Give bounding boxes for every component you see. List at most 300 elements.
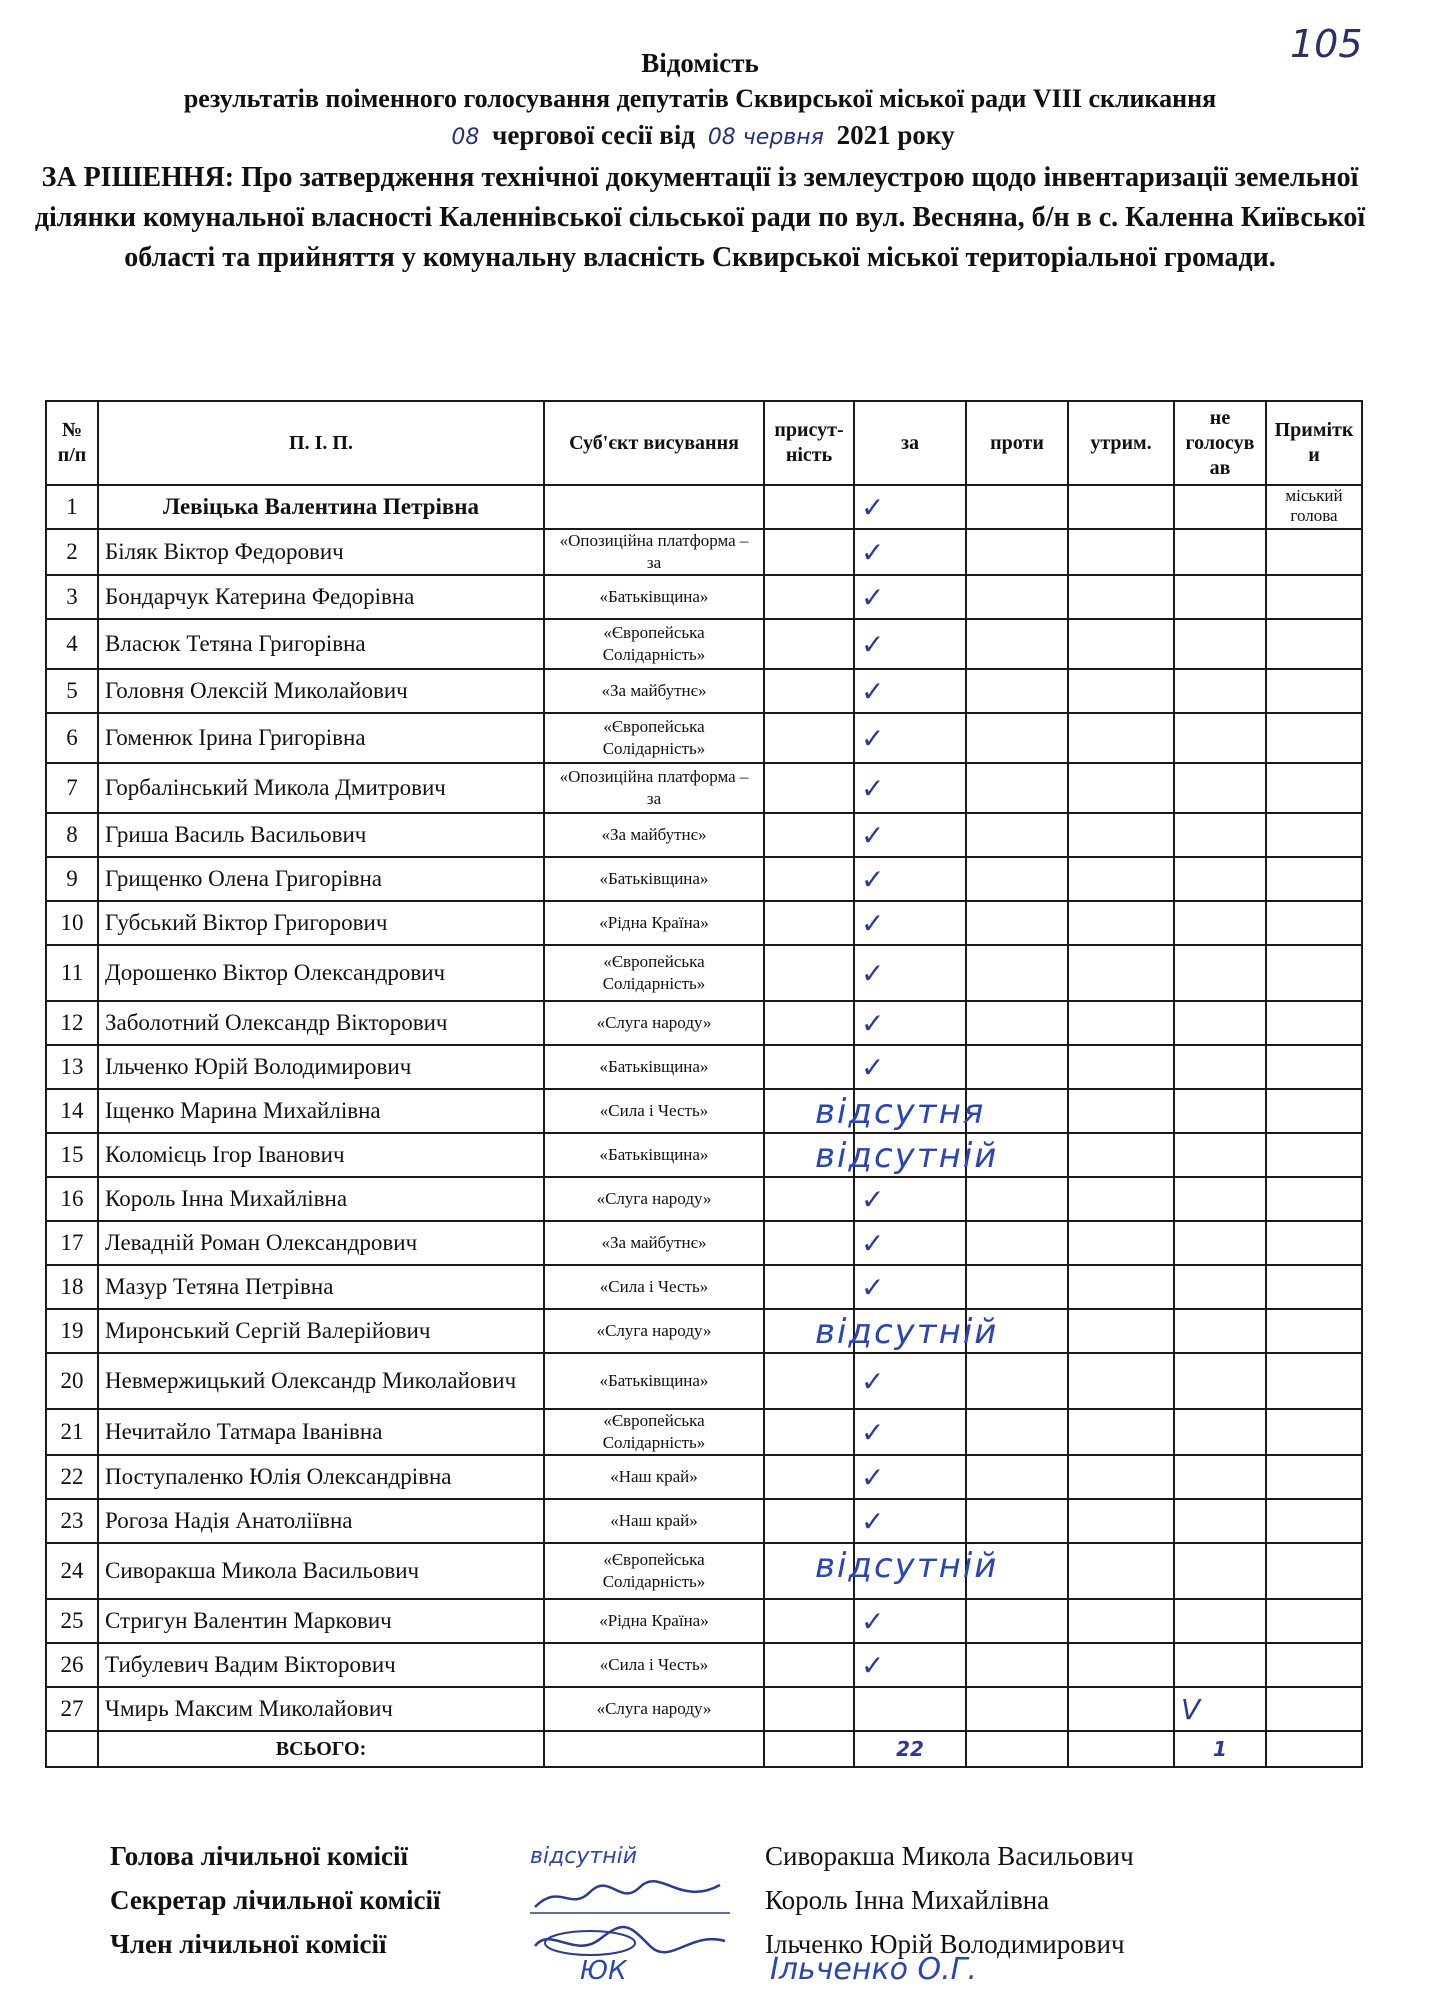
row-name: Сиворакша Микола Васильович [98, 1543, 544, 1599]
row-for: ✓ [854, 1499, 966, 1543]
chair-role: Голова лічильної комісії [110, 1840, 408, 1871]
row-not-voted [1174, 713, 1266, 763]
member-role: Член лічильної комісії [110, 1928, 387, 1959]
row-abstain [1068, 1599, 1174, 1643]
row-against [966, 1599, 1068, 1643]
row-not-voted [1174, 1643, 1266, 1687]
row-name: Левадній Роман Олександрович [98, 1221, 544, 1265]
row-number: 26 [46, 1643, 98, 1687]
row-against [966, 713, 1068, 763]
row-abstain [1068, 1045, 1174, 1089]
total-party-cell [544, 1731, 764, 1767]
row-not-voted [1174, 945, 1266, 1001]
table-header-row [46, 401, 1362, 485]
row-abstain [1068, 619, 1174, 669]
row-against [966, 1643, 1068, 1687]
total-present-cell [764, 1731, 854, 1767]
row-present [764, 813, 854, 857]
row-party: «Рідна Країна» [544, 901, 764, 945]
row-name: Гриша Василь Васильович [98, 813, 544, 857]
row-for [815, 1089, 986, 1133]
row-abstain [1068, 1409, 1174, 1455]
row-present [764, 485, 854, 529]
row-party: «Опозиційна платформа – за [544, 529, 764, 575]
row-not-voted [1174, 669, 1266, 713]
row-name: Заболотний Олександр Вікторович [98, 1001, 544, 1045]
row-against [966, 1265, 1068, 1309]
row-note [1266, 713, 1362, 763]
row-party: «Слуга народу» [544, 1687, 764, 1731]
row-note [1266, 857, 1362, 901]
row-present [764, 1599, 854, 1643]
row-present [764, 1221, 854, 1265]
row-note [1266, 1089, 1362, 1133]
row-not-voted [1174, 1133, 1266, 1177]
row-note [1266, 1221, 1362, 1265]
row-abstain [1068, 1133, 1174, 1177]
row-against [966, 1177, 1068, 1221]
row-not-voted [1174, 1409, 1266, 1455]
row-against [966, 485, 1068, 529]
row-not-voted [1174, 1499, 1266, 1543]
absent-mark: відсутній [815, 1546, 999, 1586]
row-name: Стригун Валентин Маркович [98, 1599, 544, 1643]
row-number: 6 [46, 713, 98, 763]
row-name: Власюк Тетяна Григорівна [98, 619, 544, 669]
row-against [966, 619, 1068, 669]
row-abstain [1068, 1687, 1174, 1731]
row-note [1266, 945, 1362, 1001]
row-note [1266, 1001, 1362, 1045]
row-number: 25 [46, 1599, 98, 1643]
row-against [966, 857, 1068, 901]
row-for [815, 1543, 999, 1599]
row-present [764, 669, 854, 713]
row-not-voted [1174, 1177, 1266, 1221]
total-abstain-cell [1068, 1731, 1174, 1767]
table-row [46, 1221, 1362, 1265]
row-for: ✓ [854, 1599, 966, 1643]
row-party: «Сила і Честь» [544, 1089, 764, 1133]
header-against: проти [966, 401, 1068, 485]
row-present [764, 1265, 854, 1309]
row-abstain [1068, 1089, 1174, 1133]
row-not-voted [1174, 857, 1266, 901]
table-row [46, 1499, 1362, 1543]
row-name: Горбалінський Микола Дмитрович [98, 763, 544, 813]
row-abstain [1068, 1543, 1174, 1599]
row-for: ✓ [854, 1455, 966, 1499]
row-for: ✓ [854, 669, 966, 713]
row-number: 18 [46, 1265, 98, 1309]
total-label: ВСЬОГО: [98, 1731, 544, 1767]
row-not-voted [1174, 813, 1266, 857]
row-for: ✓ [854, 857, 966, 901]
row-note [1266, 1499, 1362, 1543]
row-number: 19 [46, 1309, 98, 1353]
row-for: ✓ [854, 1001, 966, 1045]
row-for: ✓ [854, 485, 966, 529]
row-party: «Наш край» [544, 1499, 764, 1543]
member-signature [530, 1921, 765, 1967]
row-name: Іщенко Марина Михайлівна [98, 1089, 544, 1133]
header-for: за [854, 401, 966, 485]
row-number: 22 [46, 1455, 98, 1499]
row-party: «Європейська Солідарність» [544, 945, 764, 1001]
row-not-voted [1174, 619, 1266, 669]
row-abstain [1068, 485, 1174, 529]
row-number: 2 [46, 529, 98, 575]
row-note [1266, 669, 1362, 713]
table-row [46, 575, 1362, 619]
row-for: ✓ [854, 1265, 966, 1309]
row-for [815, 1133, 999, 1177]
table-row [46, 1177, 1362, 1221]
row-present [764, 1045, 854, 1089]
chair-signature: відсутній [530, 1843, 638, 1869]
row-not-voted [1174, 901, 1266, 945]
table-row [46, 529, 1362, 575]
row-note [1266, 1045, 1362, 1089]
row-abstain [1068, 1499, 1174, 1543]
row-party: «Європейська Солідарність» [544, 619, 764, 669]
secretary-name: Король Інна Михайлівна [765, 1884, 1050, 1915]
row-number: 20 [46, 1353, 98, 1409]
row-note [1266, 1687, 1362, 1731]
row-note [1266, 1543, 1362, 1599]
table-row [46, 619, 1362, 669]
row-number: 8 [46, 813, 98, 857]
secretary-signature [530, 1877, 765, 1923]
row-abstain [1068, 813, 1174, 857]
header-note: Примітк и [1266, 401, 1362, 485]
row-name: Гоменюк Ірина Григорівна [98, 713, 544, 763]
row-number: 5 [46, 669, 98, 713]
secretary-role: Секретар лічильної комісії [110, 1884, 441, 1915]
row-party: «За майбутнє» [544, 669, 764, 713]
row-note: міський голова [1266, 485, 1362, 529]
row-for: ✓ [854, 713, 966, 763]
table-row [46, 763, 1362, 813]
total-note-cell [1266, 1731, 1362, 1767]
decision-title: ЗА РІШЕННЯ: Про затвердження технічної документації із землеустрою щодо інвентаризації земельної ділянки комунальної власності Каленнівської сільської ради по вул. Весняна, б/н в с. Каленна Київської області та прийняття у комунальну власність Сквирської міської територіальної громади. [34, 162, 1366, 273]
row-against [966, 1687, 1068, 1731]
row-note [1266, 763, 1362, 813]
row-for [815, 1309, 999, 1353]
row-for: ✓ [854, 813, 966, 857]
row-name: Грищенко Олена Григорівна [98, 857, 544, 901]
row-for: ✓ [854, 1353, 966, 1409]
row-not-voted [1174, 1543, 1266, 1599]
row-number: 21 [46, 1409, 98, 1455]
row-for: ✓ [854, 575, 966, 619]
row-name: Чмирь Максим Миколайович [98, 1687, 544, 1731]
row-party: «Слуга народу» [544, 1309, 764, 1353]
row-against [966, 1499, 1068, 1543]
row-party: «Сила і Честь» [544, 1643, 764, 1687]
member-name: Ільченко Юрій Володимирович [765, 1928, 1125, 1959]
row-number: 10 [46, 901, 98, 945]
row-abstain [1068, 1177, 1174, 1221]
table-row [46, 1309, 1362, 1353]
row-number: 9 [46, 857, 98, 901]
row-number: 7 [46, 763, 98, 813]
row-not-voted [1174, 1001, 1266, 1045]
row-party: «Наш край» [544, 1455, 764, 1499]
row-against [966, 763, 1068, 813]
row-for: ✓ [854, 901, 966, 945]
row-against [966, 1221, 1068, 1265]
row-not-voted [1174, 1265, 1266, 1309]
row-party: «Слуга народу» [544, 1177, 764, 1221]
row-against [966, 575, 1068, 619]
header-not-voted: не голосув ав [1174, 401, 1266, 485]
document-subtitle: результатів поіменного голосування депутатів Сквирської міської ради VIII скликання [183, 84, 1217, 113]
row-party: «Рідна Країна» [544, 1599, 764, 1643]
row-not-voted [1174, 1309, 1266, 1353]
row-party: «Європейська Солідарність» [544, 1543, 764, 1599]
row-abstain [1068, 529, 1174, 575]
table-row [46, 1045, 1362, 1089]
absent-mark: відсутній [815, 1136, 999, 1176]
absent-mark: відсутня [815, 1092, 986, 1132]
row-name: Біляк Віктор Федорович [98, 529, 544, 575]
row-name: Тибулевич Вадим Вікторович [98, 1643, 544, 1687]
row-not-voted [1174, 1353, 1266, 1409]
document-title: Відомість [641, 48, 759, 78]
row-present [764, 529, 854, 575]
row-for: ✓ [854, 619, 966, 669]
row-for: ✓ [854, 763, 966, 813]
row-party: «Батьківщина» [544, 1353, 764, 1409]
row-note [1266, 1177, 1362, 1221]
row-abstain [1068, 1643, 1174, 1687]
row-abstain [1068, 1221, 1174, 1265]
row-party: «Батьківщина» [544, 857, 764, 901]
row-number: 14 [46, 1089, 98, 1133]
row-party: «Сила і Честь» [544, 1265, 764, 1309]
row-for: ✓ [854, 1177, 966, 1221]
row-present [764, 1409, 854, 1455]
row-abstain [1068, 669, 1174, 713]
session-line [30, 117, 1370, 156]
row-present [764, 619, 854, 669]
row-abstain [1068, 857, 1174, 901]
row-number: 4 [46, 619, 98, 669]
chair-name: Сиворакша Микола Васильович [765, 1840, 1134, 1871]
row-party: «Європейська Солідарність» [544, 1409, 764, 1455]
commission-secretary-row [110, 1878, 1290, 1922]
row-note [1266, 1309, 1362, 1353]
absent-mark: відсутній [815, 1312, 999, 1352]
row-for: ✓ [854, 1643, 966, 1687]
header-party: Суб'єкт висування [544, 401, 764, 485]
total-not-voted: 1 [1174, 1731, 1266, 1767]
row-note [1266, 901, 1362, 945]
row-abstain [1068, 1001, 1174, 1045]
row-against [966, 1045, 1068, 1089]
commission-chair-row [110, 1834, 1290, 1878]
row-against [966, 945, 1068, 1001]
table-row [46, 1543, 1362, 1599]
row-name: Коломієць Ігор Іванович [98, 1133, 544, 1177]
row-against [966, 1001, 1068, 1045]
total-for: 22 [854, 1731, 966, 1767]
session-text: чергової сесії від [492, 120, 696, 150]
row-against [966, 1455, 1068, 1499]
row-not-voted [1174, 763, 1266, 813]
row-party: «Батьківщина» [544, 575, 764, 619]
row-note [1266, 1599, 1362, 1643]
table-row [46, 1455, 1362, 1499]
row-present [764, 763, 854, 813]
row-number: 15 [46, 1133, 98, 1177]
table-row [46, 1133, 1362, 1177]
row-name: Губський Віктор Григорович [98, 901, 544, 945]
row-party: «Європейська Солідарність» [544, 713, 764, 763]
row-not-voted [1174, 529, 1266, 575]
row-name: Невмержицький Олександр Миколайович [98, 1353, 544, 1409]
row-for [854, 1687, 966, 1731]
row-abstain [1068, 901, 1174, 945]
row-against [966, 1409, 1068, 1455]
row-against [966, 529, 1068, 575]
row-name: Головня Олексій Миколайович [98, 669, 544, 713]
header-abstain: утрим. [1068, 401, 1174, 485]
row-number: 1 [46, 485, 98, 529]
header-num: № п/п [46, 401, 98, 485]
row-note [1266, 575, 1362, 619]
table-row [46, 1353, 1362, 1409]
table-row [46, 669, 1362, 713]
row-name: Ільченко Юрій Володимирович [98, 1045, 544, 1089]
row-present [764, 857, 854, 901]
row-present [764, 1687, 854, 1731]
row-name: Рогоза Надія Анатоліївна [98, 1499, 544, 1543]
row-abstain [1068, 1309, 1174, 1353]
row-for: ✓ [854, 1409, 966, 1455]
row-name: Нечитайло Татмара Іванівна [98, 1409, 544, 1455]
session-number: 08 [451, 125, 480, 150]
row-not-voted [1174, 575, 1266, 619]
table-row [46, 945, 1362, 1001]
session-year: 2021 року [836, 120, 955, 150]
table-row [46, 485, 1362, 529]
row-note [1266, 1133, 1362, 1177]
row-party: «Батьківщина» [544, 1133, 764, 1177]
row-for: ✓ [854, 1045, 966, 1089]
row-not-voted [1174, 1455, 1266, 1499]
row-party: «Опозиційна платформа – за [544, 763, 764, 813]
row-abstain [1068, 1455, 1174, 1499]
vote-rows [46, 485, 1362, 1731]
row-not-voted [1174, 1045, 1266, 1089]
row-present [764, 1455, 854, 1499]
row-name: Король Інна Михайлівна [98, 1177, 544, 1221]
table-row [46, 1687, 1362, 1731]
header-present: присут-ність [764, 401, 854, 485]
table-row [46, 1265, 1362, 1309]
row-for: ✓ [854, 1221, 966, 1265]
table-row [46, 857, 1362, 901]
row-name: Поступаленко Юлія Олександрівна [98, 1455, 544, 1499]
row-number: 17 [46, 1221, 98, 1265]
table-row [46, 1599, 1362, 1643]
row-not-voted [1174, 1599, 1266, 1643]
row-name: Мазур Тетяна Петрівна [98, 1265, 544, 1309]
row-not-voted [1174, 485, 1266, 529]
row-for: ✓ [854, 945, 966, 1001]
row-number: 27 [46, 1687, 98, 1731]
table-row [46, 1409, 1362, 1455]
row-present [764, 945, 854, 1001]
row-note [1266, 529, 1362, 575]
row-against [966, 901, 1068, 945]
footer-initials: ЮК [580, 1956, 627, 1986]
row-present [764, 1499, 854, 1543]
row-party [544, 485, 764, 529]
row-number: 13 [46, 1045, 98, 1089]
row-number: 16 [46, 1177, 98, 1221]
row-not-voted [1174, 1089, 1266, 1133]
row-name: Бондарчук Катерина Федорівна [98, 575, 544, 619]
row-not-voted: V [1174, 1687, 1266, 1731]
row-present [764, 713, 854, 763]
document-header [30, 45, 1370, 278]
row-present [764, 1001, 854, 1045]
table-row [46, 901, 1362, 945]
row-present [764, 1177, 854, 1221]
row-number: 23 [46, 1499, 98, 1543]
row-abstain [1068, 763, 1174, 813]
row-name: Миронський Сергій Валерійович [98, 1309, 544, 1353]
row-against [966, 1353, 1068, 1409]
row-present [764, 575, 854, 619]
commission-member-row [110, 1922, 1290, 1966]
row-note [1266, 1353, 1362, 1409]
row-number: 12 [46, 1001, 98, 1045]
header-name: П. І. П. [98, 401, 544, 485]
row-number: 3 [46, 575, 98, 619]
footer-handwritten-name: Ільченко О.Г. [770, 1952, 977, 1987]
total-row [46, 1731, 1362, 1767]
row-name: Левіцька Валентина Петрівна [98, 485, 544, 529]
row-note [1266, 813, 1362, 857]
row-note [1266, 1409, 1362, 1455]
row-for: ✓ [854, 529, 966, 575]
row-abstain [1068, 945, 1174, 1001]
row-party: «Батьківщина» [544, 1045, 764, 1089]
row-abstain [1068, 713, 1174, 763]
row-note [1266, 1455, 1362, 1499]
session-date: 08 червня [707, 125, 824, 150]
row-party: «Слуга народу» [544, 1001, 764, 1045]
row-number: 24 [46, 1543, 98, 1599]
row-present [764, 1353, 854, 1409]
table-row [46, 813, 1362, 857]
row-not-voted [1174, 1221, 1266, 1265]
page-number: 105 [1290, 22, 1363, 66]
row-abstain [1068, 1265, 1174, 1309]
row-name: Дорошенко Віктор Олександрович [98, 945, 544, 1001]
row-note [1266, 619, 1362, 669]
row-party: «За майбутнє» [544, 813, 764, 857]
total-against-cell [966, 1731, 1068, 1767]
row-party: «За майбутнє» [544, 1221, 764, 1265]
counting-commission [110, 1834, 1290, 1966]
row-note [1266, 1265, 1362, 1309]
row-number: 11 [46, 945, 98, 1001]
